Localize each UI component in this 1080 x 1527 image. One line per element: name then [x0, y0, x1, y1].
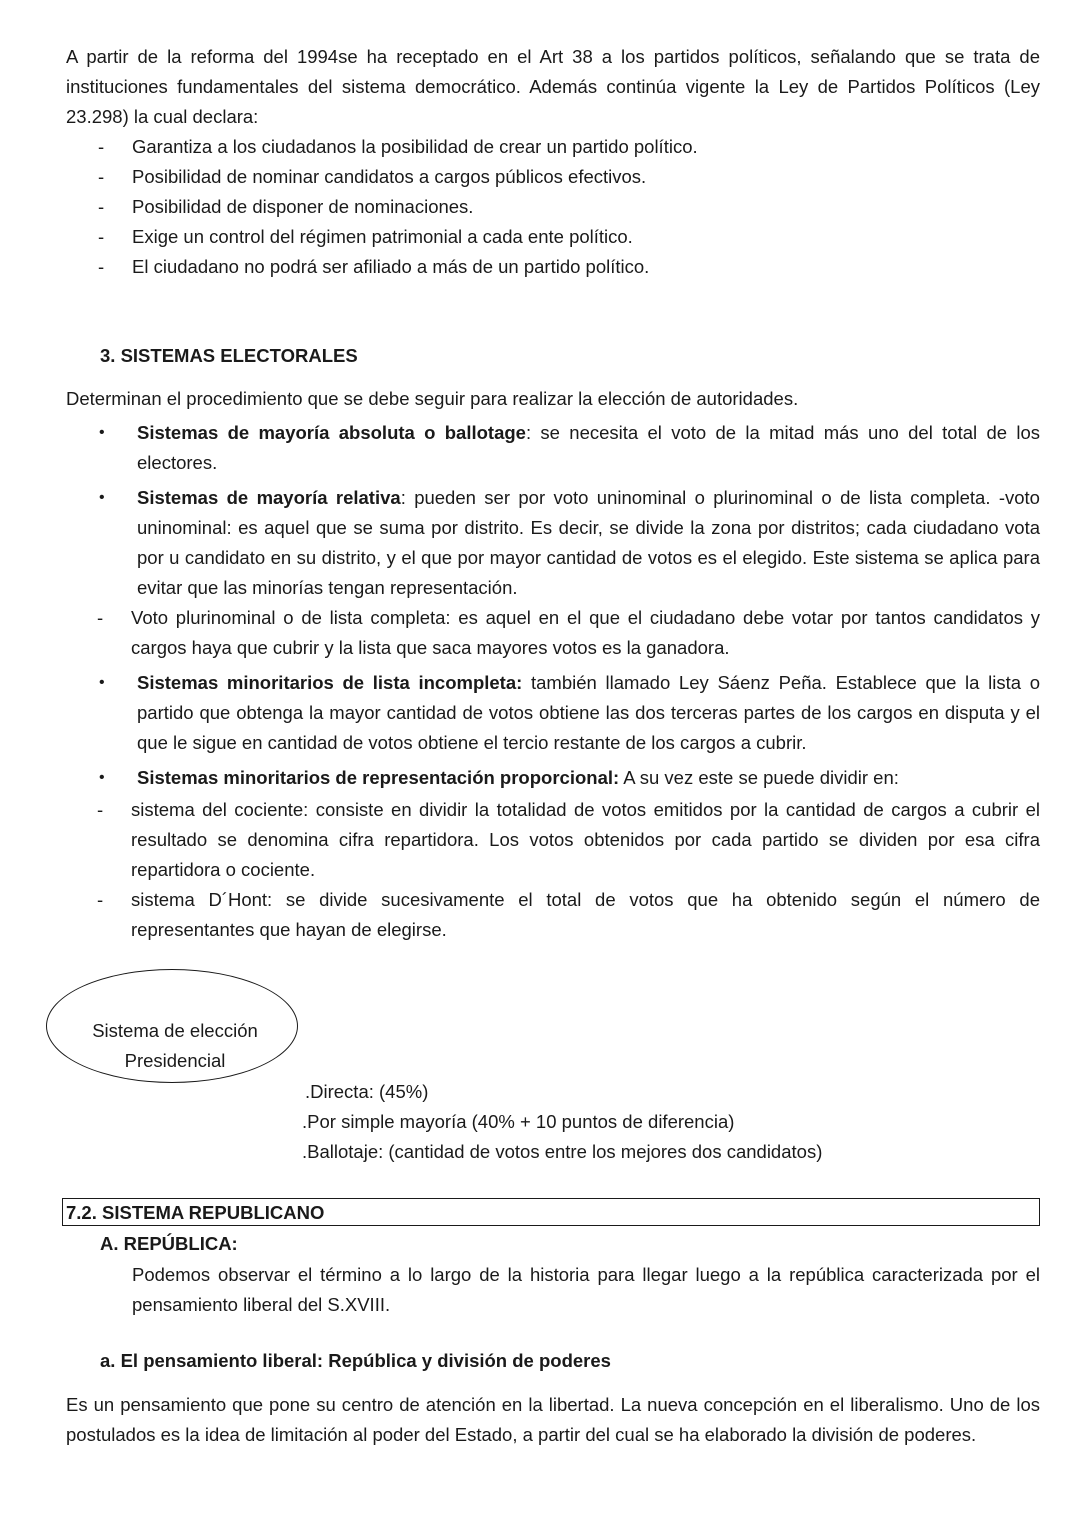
list-item: • Sistemas minoritarios de lista incompleta: también llamado Ley Sáenz Peña. Establece que la lista o partido que obtenga la mayor cantidad de votos obtiene las dos terceras partes de los cargos en disputa y el que le sigue en cantidad de votos obtiene el tercio restante de los cargos a cubrir.	[99, 672, 1041, 753]
presidential-label-line: Presidencial	[124, 1050, 226, 1071]
list-item: - Posibilidad de disponer de nominaciones.	[98, 196, 474, 217]
list-item: - Exige un control del régimen patrimonial a cada ente político.	[98, 226, 633, 247]
list-item: - El ciudadano no podrá ser afiliado a más de un partido político.	[98, 256, 650, 277]
list-item: • Sistemas de mayoría absoluta o ballotage: se necesita el voto de la mitad más uno del total de los electores.	[99, 422, 1040, 473]
sub-list-item: - sistema D´Hont: se divide sucesivamente el total de votos que ha obtenido según el número de representantes que hayan de elegirse.	[97, 889, 1040, 940]
intro-list	[66, 132, 1040, 282]
electoral-list	[66, 418, 1040, 945]
republica-paragraph: Podemos observar el término a lo largo de la historia para llegar luego a la república caracterizada por el pensamiento liberal del S.XVIII.	[132, 1264, 1040, 1315]
sub-list-item: - sistema del cociente: consiste en dividir la totalidad de votos emitidos por la cantidad de cargos a cubrir el resultado se denomina cifra repartidora. Los votos obtenidos por cada partido se dividen por esa cifra repartidora o cociente.	[97, 799, 1040, 880]
list-item: • Sistemas de mayoría relativa: pueden ser por voto uninominal o plurinominal o de lista completa. -voto uninominal: es aquel que se suma por distrito. Es decir, se divide la zona por distritos; cada ciudadano vota por u candidato en su distrito, y el que por mayor cantidad de votos es el elegido. Este sistema se aplica para evitar que las minorías tengan representación.	[99, 487, 1040, 598]
liberal-heading: a. El pensamiento liberal: República y división de poderes	[100, 1350, 611, 1371]
electoral-intro: Determinan el procedimiento que se debe seguir para realizar la elección de autoridades.	[66, 388, 799, 409]
sub-list-item: - Voto plurinominal o de lista completa: es aquel en el que el ciudadano debe votar por tantos candidatos y cargos haya que cubrir y la lista que saca mayores votos es la ganadora.	[97, 607, 1040, 658]
section-heading-republican: 7.2. SISTEMA REPUBLICANO	[62, 1198, 1040, 1226]
presidential-label	[60, 1016, 290, 1076]
list-item: • Sistemas minoritarios de representación proporcional: A su vez este se puede dividir en:	[99, 767, 899, 788]
liberal-paragraph: Es un pensamiento que pone su centro de atención en la libertad. La nueva concepción en el liberalismo. Uno de los postulados es la idea de limitación al poder del Estado, a partir del cual se ha elaborado la división de poderes.	[66, 1394, 1040, 1445]
subsection-heading-republica: A. REPÚBLICA:	[100, 1233, 238, 1254]
presidential-label-line: Sistema de elección	[92, 1020, 258, 1041]
presidential-line-mayoria: .Por simple mayoría (40% + 10 puntos de diferencia)	[302, 1111, 735, 1132]
intro-paragraph: A partir de la reforma del 1994se ha receptado en el Art 38 a los partidos políticos, señalando que se trata de instituciones fundamentales del sistema democrático. Además continúa vigente la Ley de Partidos Políticos (Ley 23.298) la cual declara:	[66, 46, 1040, 127]
presidential-line-ballotaje: .Ballotaje: (cantidad de votos entre los mejores dos candidatos)	[302, 1141, 823, 1162]
list-item: - Garantiza a los ciudadanos la posibilidad de crear un partido político.	[98, 136, 698, 157]
section-heading-electoral: 3. SISTEMAS ELECTORALES	[100, 345, 358, 366]
list-item: - Posibilidad de nominar candidatos a cargos públicos efectivos.	[98, 166, 647, 187]
presidential-line-directa: .Directa: (45%)	[305, 1081, 429, 1102]
